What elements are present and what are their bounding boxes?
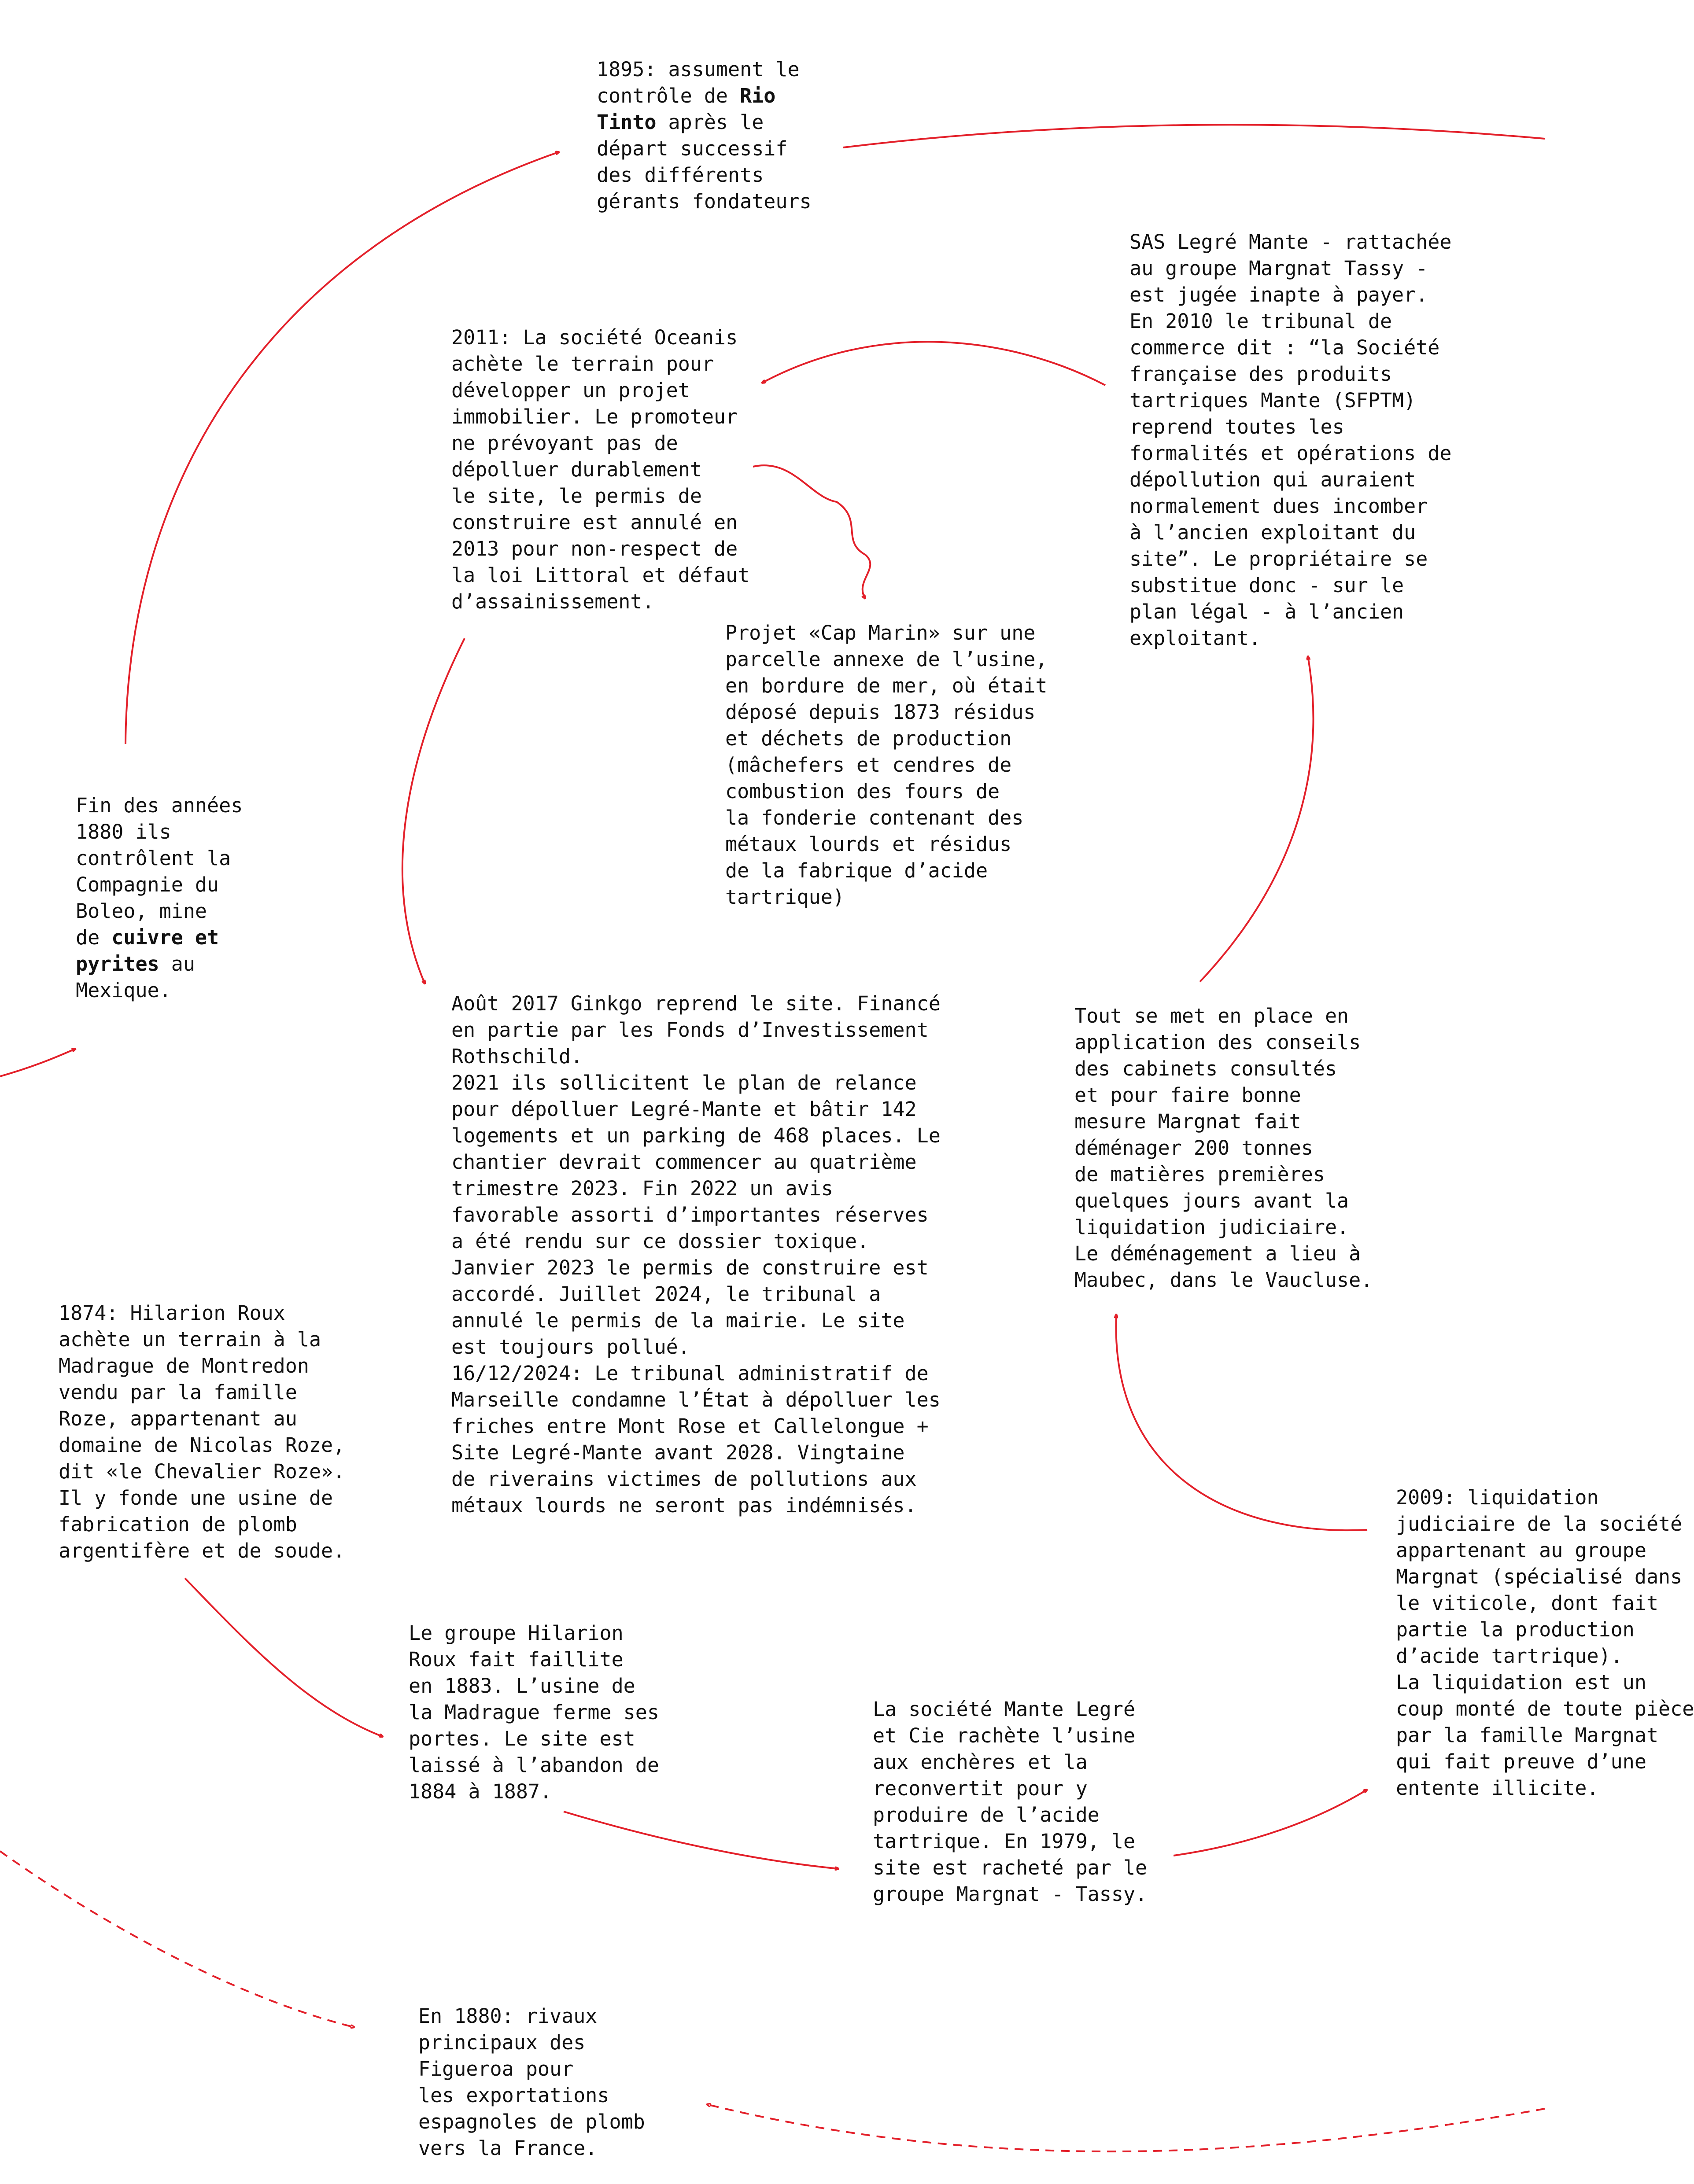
- note-margnat-move: Tout se met en place en application des conseils des cabinets consultés et pour faire bonne mesure Margnat fait déménager 200 tonnes de matières premières quelques jours avant la liquidation judiciaire. Le déménagement a lieu à Maubec, dans le Vaucluse.: [1074, 1004, 1373, 1292]
- arrow-incoming-to-boleo: [0, 1049, 76, 1076]
- note-rivaux-1880: En 1880: rivaux principaux des Figueroa pour les exportations espagnoles de plomb vers la France.: [418, 2004, 645, 2160]
- note-cap-marin: Projet «Cap Marin» sur une parcelle annexe de l’usine, en bordure de mer, où était déposé depuis 1873 résidus et déchets de production (mâchefers et cendres de combustion des fours de la fonderie contenant des métaux lourds et résidus de la fabrique d’acide tartrique): [725, 621, 1048, 909]
- arrow-faillite-to-mante-legre: [564, 1812, 839, 1869]
- arrow-oceanis-to-cap-marin: [753, 465, 870, 599]
- dashed-arrow-to-rivaux: [0, 1851, 354, 2027]
- note-sas-legre-mante: SAS Legré Mante - rattachée au groupe Margnat Tassy - est jugée inapte à payer. En 2010 le tribunal de commerce dit : “la Société française des produits tartriques Mante (SFPTM) reprend toutes les formalités et opérations de dépollution qui auraient normalement dues incomber à l’ancien exploitant du site”. Le propriétaire se substitue donc - sur le plan légal - à l’ancien exploitant.: [1129, 230, 1452, 650]
- note-mante-legre: La société Mante Legré et Cie rachète l’usine aux enchères et la reconvertit pour y produire de l’acide tartrique. En 1979, le site est racheté par le groupe Margnat - Tassy.: [873, 1698, 1148, 1906]
- note-ginkgo-2017: Août 2017 Ginkgo reprend le site. Financé en partie par les Fonds d’Investissement Rothschild. 2021 ils sollicitent le plan de relance pour dépolluer Legré-Mante et bâtir 142 logements et un parking de 468 places. Le chantier devrait commencer au quatrième trimestre 2023. Fin 2022 un avis favorable assorti d’importantes réserves a été rendu sur ce dossier toxique. Janvier 2023 le permis de construire est accordé. Juillet 2024, le tribunal a annulé le permis de la mairie. Le site est toujours pollué. 16/12/2024: Le tribunal administratif de Marseille condamne l’État à dépolluer les friches entre Mont Rose et Callelongue + Site Legré-Mante avant 2028. Vingtaine de riverains victimes de pollutions aux métaux lourds ne seront pas indémnisés.: [451, 992, 941, 1517]
- note-faillite-1883: Le groupe Hilarion Roux fait faillite en 1883. L’usine de la Madrague ferme ses portes. Le site est laissé à l’abandon de 1884 à 1887.: [409, 1621, 659, 1803]
- arrow-sas-to-oceanis: [762, 342, 1105, 385]
- arrow-rio-tinto-onward: [843, 125, 1545, 147]
- arrow-mante-legre-to-liquidation: [1174, 1790, 1367, 1856]
- note-rio-tinto-1895: 1895: assument le contrôle de Rio Tinto après le départ successif des différents gérants fondateurs: [597, 58, 812, 213]
- note-boleo: Fin des années 1880 ils contrôlent la Compagnie du Boleo, mine de cuivre et pyrites au Mexique.: [76, 794, 243, 1002]
- arrow-margnat-to-sas: [1200, 656, 1313, 982]
- arrow-oceanis-to-ginkgo: [402, 638, 465, 984]
- dashed-arrow-incoming-to-rivaux: [707, 2104, 1545, 2151]
- arrow-liquidation-to-margnat: [1116, 1314, 1367, 1530]
- note-oceanis-2011: 2011: La société Oceanis achète le terrain pour développer un projet immobilier. Le promoteur ne prévoyant pas de dépolluer durablement le site, le permis de construire est annulé en 2013 pour non-respect de la loi Littoral et défaut d’assainissement.: [451, 326, 750, 613]
- note-hilarion-1874: 1874: Hilarion Roux achète un terrain à la Madrague de Montredon vendu par la famille Roze, appartenant au domaine de Nicolas Roze, dit «le Chevalier Roze». Il y fonde une usine de fabrication de plomb argentifère et de soude.: [59, 1301, 345, 1562]
- note-liquidation-2009: 2009: liquidation judiciaire de la société appartenant au groupe Margnat (spécialisé dans le viticole, dont fait partie la production d’acide tartrique). La liquidation est un coup monté de toute pièce par la famille Margnat qui fait preuve d’une entente illicite.: [1396, 1486, 1694, 1800]
- arrow-hilarion-to-faillite: [185, 1578, 383, 1737]
